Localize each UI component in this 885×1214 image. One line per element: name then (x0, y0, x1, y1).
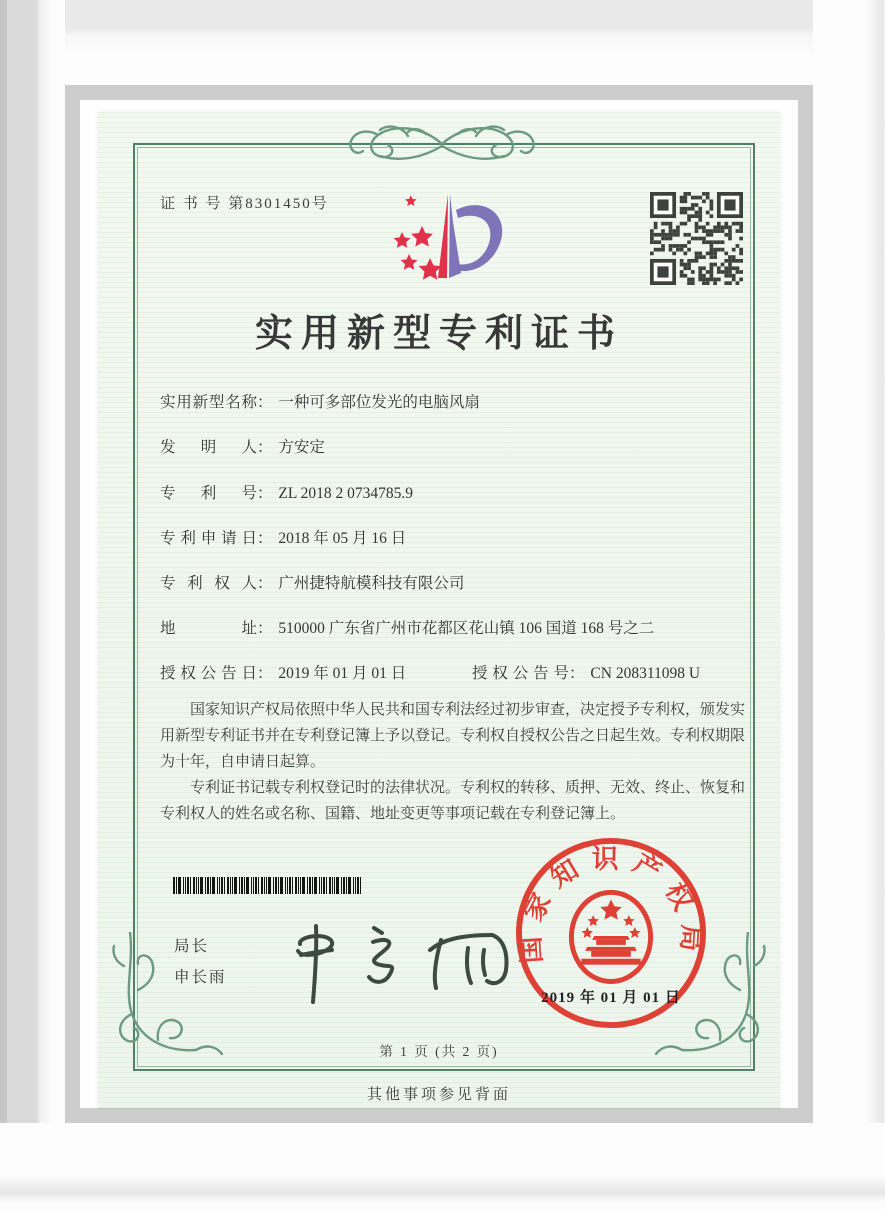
frame-right (813, 0, 885, 1214)
certificate-number: 证 书 号 第8301450号 (160, 196, 329, 212)
official-seal (512, 834, 710, 1032)
field-value: ZL 2018 2 0734785.9 (278, 485, 414, 502)
field-colon: ： (257, 394, 273, 411)
legal-text (160, 697, 754, 827)
legal-paragraph-2: 专利证书记载专利权登记时的法律状况。专利权的转移、质押、无效、终止、恢复和专利权人的姓名或名称、国籍、地址变更等事项记载在专利登记簿上。 (160, 780, 746, 823)
field-label: 授权公告号 (472, 665, 570, 682)
field-colon: ： (257, 485, 273, 502)
field-row-patentee (160, 571, 464, 593)
field-colon: ： (257, 439, 273, 456)
field-value: 广州捷特航模科技有限公司 (278, 575, 465, 592)
frame-bottom (0, 1123, 885, 1214)
field-label: 发明人 (160, 439, 257, 456)
certificate-paper (98, 112, 780, 1108)
field-row-inventor (160, 435, 325, 457)
frame-top (0, 0, 885, 85)
field-label: 地址 (160, 620, 257, 637)
field-value: 方安定 (278, 439, 325, 456)
signer-name: 申长雨 (174, 969, 227, 986)
legal-paragraph-1: 国家知识产权局依照中华人民共和国专利法经过初步审查，决定授予专利权，颁发实用新型专利证书并在专利登记簿上予以登记。专利权自授权公告之日起生效。专利权期限为十年，自申请日起算。 (160, 702, 746, 771)
field-label: 实用新型名称 (160, 394, 257, 411)
national-emblem-icon (571, 892, 650, 981)
page-indicator: 第 1 页 (共 2 页) (379, 1044, 499, 1059)
field-colon: ： (257, 575, 273, 592)
signer-title: 局长 (174, 938, 210, 955)
field-row-grant (160, 661, 700, 683)
seal-date: 2019 年 01 月 01 日 (541, 990, 681, 1006)
field-value: CN 208311098 U (590, 665, 701, 682)
field-colon: ： (257, 665, 273, 682)
field-label: 专利号 (160, 485, 257, 502)
field-row-filing-date (160, 526, 406, 548)
field-row-address (160, 616, 654, 638)
field-label: 专利权人 (160, 575, 257, 592)
field-value: 2018 年 05 月 16 日 (278, 530, 407, 547)
field-label: 授权公告日 (160, 665, 257, 682)
field-label: 专利申请日 (160, 530, 257, 547)
field-row-patent-number (160, 481, 413, 503)
seal-arc-text: 国家知识产权局 (514, 843, 708, 965)
frame-left (0, 0, 65, 1214)
back-side-note: 其他事项参见背面 (366, 1087, 511, 1103)
field-colon: ： (257, 620, 273, 637)
field-row-utility-model-name (160, 390, 480, 412)
cnipa-logo-icon (386, 188, 512, 296)
field-value: 510000 广东省广州市花都区花山镇 106 国道 168 号之二 (278, 620, 655, 637)
certificate-title: 实用新型专利证书 (254, 313, 623, 355)
qr-code (650, 192, 743, 285)
field-value: 一种可多部位发光的电脑风扇 (278, 394, 480, 411)
field-value: 2019 年 01 月 01 日 (278, 665, 407, 682)
field-colon: ： (569, 665, 585, 682)
barcode (173, 877, 363, 894)
field-colon: ： (257, 530, 273, 547)
